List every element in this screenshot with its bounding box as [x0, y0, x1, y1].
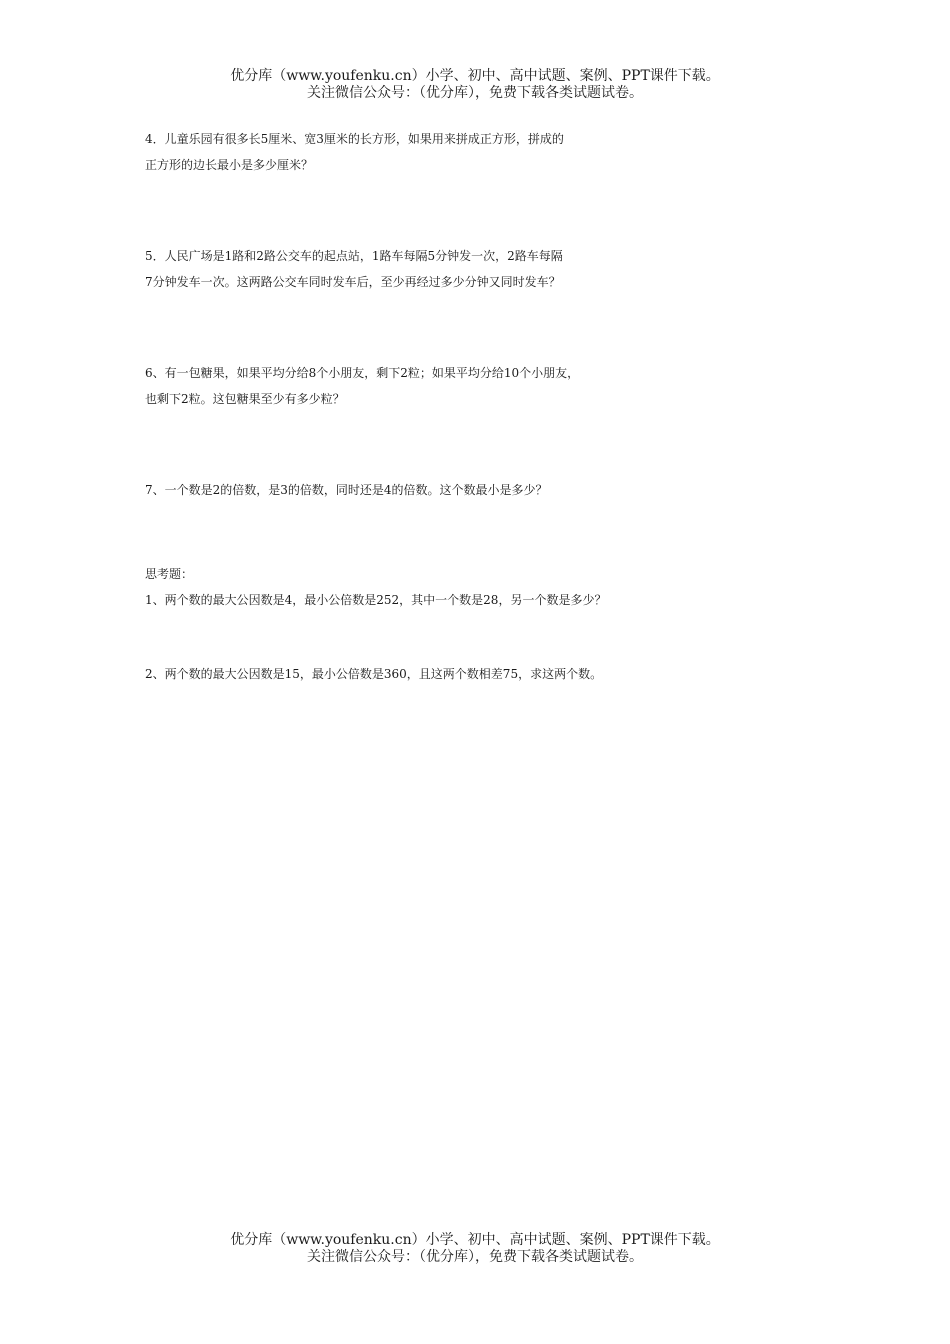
thinking-section	[145, 561, 705, 687]
document-body	[145, 126, 705, 687]
question-line: 5．人民广场是1路和2路公交车的起点站，1路车每隔5分钟发一次，2路车每隔	[145, 249, 563, 263]
answer-space	[145, 503, 705, 561]
answer-space	[145, 295, 705, 360]
page-header	[0, 68, 950, 102]
question-7	[145, 477, 705, 503]
thinking-question-1: 1、两个数的最大公因数是4，最小公倍数是252，其中一个数是28，另一个数是多少？	[145, 593, 607, 607]
question-line: 也剩下2粒。这包糖果至少有多少粒？	[145, 392, 345, 406]
question-line: 6、有一包糖果，如果平均分给8个小朋友，剩下2粒；如果平均分给10个小朋友，	[145, 366, 580, 380]
question-6	[145, 360, 705, 412]
footer-line-site: 优分库（www.youfenku.cn）小学、初中、高中试题、案例、PPT课件下载。	[230, 1232, 720, 1248]
question-line: 4．儿童乐园有很多长5厘米、宽3厘米的长方形，如果用来拼成正方形，拼成的	[145, 132, 564, 146]
header-line-wechat: 关注微信公众号：（优分库），免费下载各类试题试卷。	[307, 85, 643, 101]
header-line-site: 优分库（www.youfenku.cn）小学、初中、高中试题、案例、PPT课件下载。	[230, 68, 720, 84]
question-4	[145, 126, 705, 178]
answer-space	[145, 613, 705, 661]
footer-line-wechat: 关注微信公众号：（优分库），免费下载各类试题试卷。	[307, 1249, 643, 1265]
answer-space	[145, 178, 705, 243]
question-line: 7、一个数是2的倍数，是3的倍数，同时还是4的倍数。这个数最小是多少？	[145, 483, 548, 497]
page-footer	[0, 1232, 950, 1266]
question-line: 正方形的边长最小是多少厘米？	[145, 158, 314, 172]
thinking-title: 思考题：	[145, 567, 194, 581]
question-line: 7分钟发车一次。这两路公交车同时发车后，至少再经过多少分钟又同时发车？	[145, 275, 561, 289]
thinking-question-2: 2、两个数的最大公因数是15，最小公倍数是360，且这两个数相差75，求这两个数。	[145, 667, 603, 681]
answer-space	[145, 412, 705, 477]
question-5	[145, 243, 705, 295]
